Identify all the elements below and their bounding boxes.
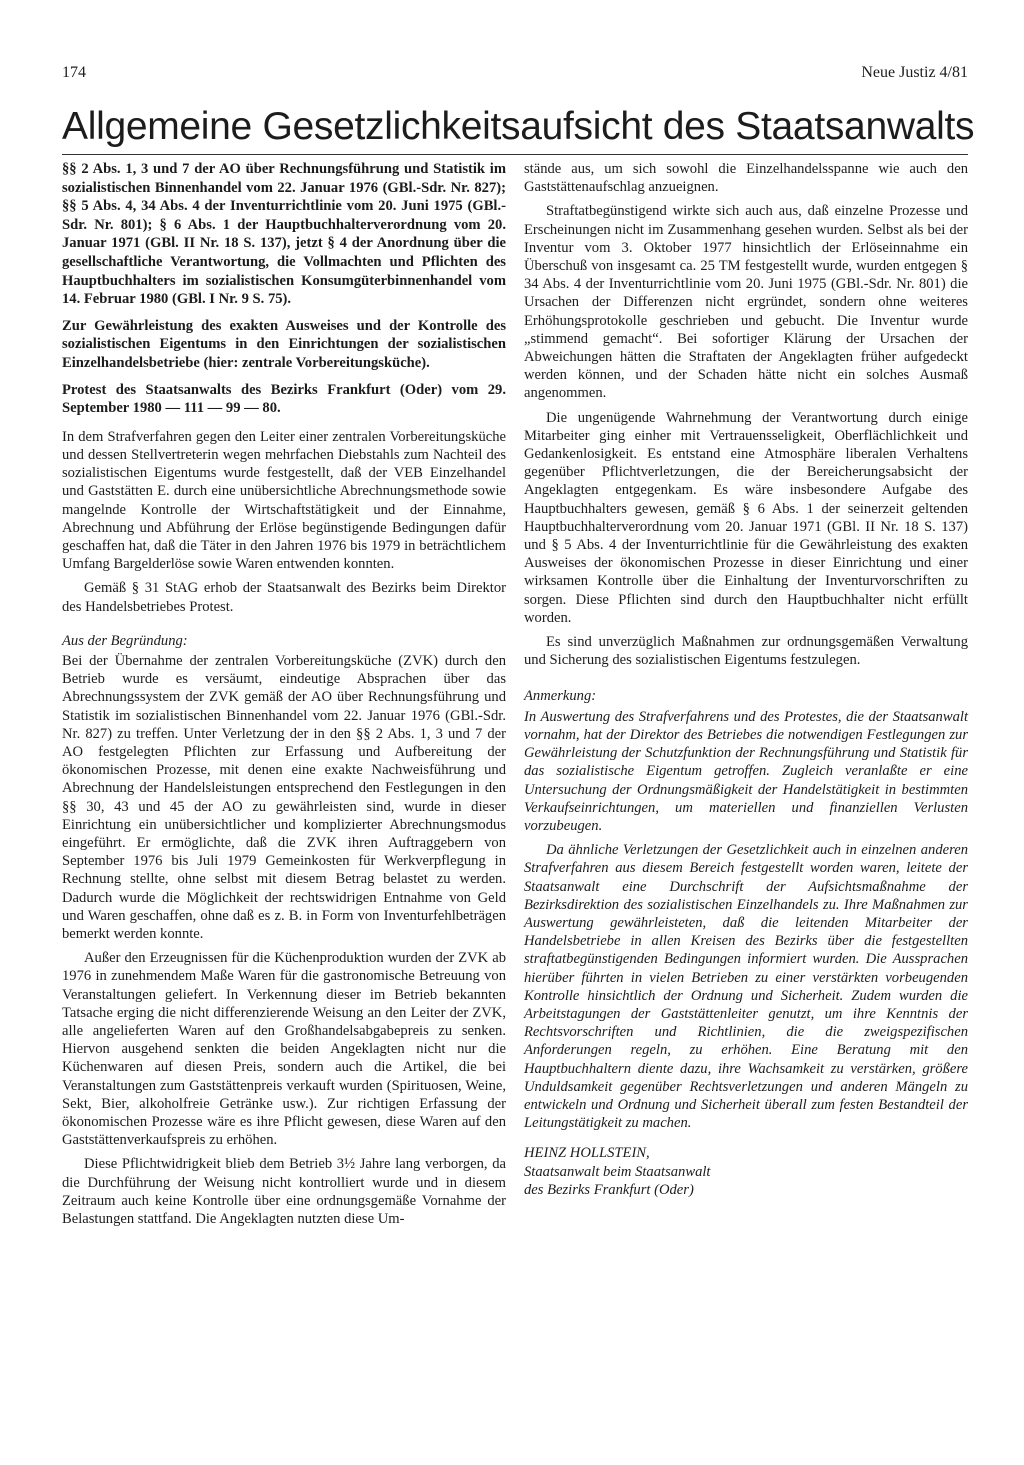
protest-reference: Protest des Staatsanwalts des Bezirks Frankfurt (Oder) vom 29. September 1980 — 111 — 99 — 80. [62,381,506,417]
running-head [62,64,968,86]
author-title: Staatsanwalt beim Staatsanwalt [524,1163,711,1180]
journal-issue: Neue Justiz 4/81 [861,64,968,81]
page-number: 174 [62,64,86,81]
title-rule [62,154,968,155]
paragraph: In dem Strafverfahren gegen den Leiter einer zentralen Vorbereitungsküche und dessen Stellvertreterin wegen mehrfachen Diebstahls zum Nachteil des sozialistischen Eigentums wurde festgestellt, daß der VEB Einzelhandel und Gaststätten E. durch eine unübersichtliche Abrechnungsmethode sowie mangelnde Kontrolle der Wirtschaftstätigkeit und der Einnahme, Abrechnung und Abführung der Erlöse begünstigende Bedingungen dafür geschaffen hat, daß die Täter in den Jahren 1976 bis 1979 in beträchtlichem Umfang Bargelderlöse sowie Waren entwenden konnten. [62,428,506,573]
paragraph: Straftatbegünstigend wirkte sich auch aus, daß einzelne Prozesse und Erscheinungen nicht im Zusammenhang gesehen wurden. Selbst als bei der Inventur vom 3. Oktober 1977 hinsichtlich der Erlöseinnahme ein Überschuß von insgesamt ca. 25 TM festgestellt wurde, wurden entgegen § 34 Abs. 4 der Inventurrichtlinie vom 20. Juni 1975 (GBl.-Sdr. Nr. 801) die Ursachen der Differenzen nicht ergründet, sondern ohne weiteres Erhöhungsprotokolle geschrieben und gebucht. Die Inventur wurde „stimmend gemacht“. Bei sofortiger Klärung der Ursachen der Abweichungen hätten die Straftaten der Angeklagten früher aufgedeckt werden können, und der Schaden hätte nicht ein solches Ausmaß angenommen. [524,203,968,402]
paragraph: Die ungenügende Wahrnehmung der Verantwortung durch einige Mitarbeiter ging einher mit Vertrauensseligkeit, Oberflächlichkeit und Gedankenlosigkeit. Es entstand eine Atmosphäre liberalen Verhaltens gegenüber Pflichtverletzungen, die der Bereicherungsabsicht der Angeklagten entgegenkam. Es wäre insbesondere Aufgabe des Hauptbuchhalters gewesen, gemäß § 6 Abs. 1 der seinerzeit geltenden Hauptbuchhalterverordnung vom 20. Januar 1971 (GBl. II Nr. 18 S. 137) und § 5 Abs. 4 der Inventurrichtlinie für die Gewährleistung des exakten Ausweises der ökonomischen Prozesse in dieser Einrichtung und einer wirksamen Kontrolle über die Einhaltung der Inventurvorschriften zu sorgen. Diese Pflichten sind durch den Hauptbuchhalter nicht erfüllt worden. [524,409,968,626]
right-column [524,160,968,1199]
paragraph: Bei der Übernahme der zentralen Vorbereitungsküche (ZVK) durch den Betrieb wurde es versäumt, eindeutige Absprachen über das Abrechnungssystem der ZVK gemäß der AO über Rechnungsführung und Statistik im sozialistischen Binnenhandel vom 22. Januar 1976 (GBl.-Sdr. Nr. 827) zu treffen. Unter Verletzung der in den §§ 2 Abs. 1, 3 und 7 der AO festgelegten Pflichten zur Erfassung und Aufbereitung der ökonomischen Prozesse, mit denen eine exakte Nachweisführung und Abrechnung der Handelsleistungen entsprechend den Festlegungen in den §§ 30, 43 und 45 der AO zu gewährleisten sind, wurde in dieser Einrichtung ein unübersichtlicher und komplizierter Abrechnungsmodus eingeführt. Er ermöglichte, daß die ZVK ihren Auftraggebern von September 1976 bis Juli 1979 Gemeinkosten für Werkverpflegung in Rechnung stellte, ohne selbst mit diesem Betrag belastet zu werden. Dadurch wurde die Möglichkeit der rechtswidrigen Entnahme von Geld und Waren geschaffen, ohne daß es z. B. in Form von Inventurfehlbeträgen bemerkt werden konnte. [62,652,506,942]
author-name: HEINZ HOLLSTEIN, [524,1145,650,1162]
legal-references: §§ 2 Abs. 1, 3 und 7 der AO über Rechnungsführung und Statistik im sozialistischen Binnenhandel vom 22. Januar 1976 (GBl.-Sdr. Nr. 827); §§ 5 Abs. 4, 34 Abs. 4 der Inventurrichtlinie vom 20. Juni 1975 (GBl.-Sdr. Nr. 801); § 6 Abs. 1 der Hauptbuchhalterverordnung vom 20. Januar 1971 (GBl. II Nr. 18 S. 137), jetzt § 4 der Anordnung über die gesellschaftliche Verantwortung, die Vollmachten und Pflichten des Hauptbuchhalters im sozialistischen Konsumgüterbinnenhandel vom 14. Februar 1980 (GBl. I Nr. 9 S. 75). [62,161,506,308]
note-heading: Anmerkung: [524,688,597,705]
author-office: des Bezirks Frankfurt (Oder) [524,1181,694,1198]
paragraph: Außer den Erzeugnissen für die Küchenproduktion wurden der ZVK ab 1976 in zunehmendem Maße Waren für die gastronomische Betreuung von Veranstaltungen geliefert. In Verkennung dieser im Betrieb bekannten Tatsache erging die nicht differenzierende Weisung an den Leiter der ZVK, alle angelieferten Waren auf den Großhandelsabgabepreis zu senken. Hiervon ausgehend senkten die beiden Angeklagten nicht nur die Küchenwaren auf diesen Preis, sondern auch die Artikel, die bei Veranstaltungen zum Gaststättenpreis verkauft wurden (Spirituosen, Weine, Sekt, Bier, alkoholfreie Getränke usw.). Zur richtigen Erfassung der ökonomischen Prozesse wäre es ihre Pflicht gewesen, diese Waren auf den Gaststättenverkaufspreis zu erhöhen. [62,950,506,1149]
note-paragraph: In Auswertung des Strafverfahrens und des Protestes, die der Staatsanwalt vornahm, hat der Direktor des Betriebes die notwendigen Festlegungen zur Gewährleistung der Schutzfunktion der Rechnungsführung und Statistik für das sozialistische Eigentum getroffen. Zugleich veranlaßte er eine Untersuchung der Ordnungsmäßigkeit der Handelstätigkeit in bestimmten Verkaufseinrichtungen, um materiellen und finanziellen Verlusten vorzubeugen. [524,708,968,834]
reasons-heading: Aus der Begründung: [62,632,188,649]
left-column [62,160,506,1234]
paragraph: Gemäß § 31 StAG erhob der Staatsanwalt des Bezirks beim Direktor des Handelsbetriebes Protest. [62,580,506,615]
signature-block [524,1144,968,1199]
paragraph: stände aus, um sich sowohl die Einzelhandelsspanne wie auch den Gaststättenaufschlag anzueignen. [524,161,968,196]
headnote: Zur Gewährleistung des exakten Ausweises und der Kontrolle des sozialistischen Eigentums in den Einrichtungen der sozialistischen Einzelhandelsbetriebe (hier: zentrale Vorbereitungsküche). [62,317,506,371]
section-title: Allgemeine Gesetzlichkeitsaufsicht des Staatsanwalts [62,105,975,148]
paragraph: Diese Pflichtwidrigkeit blieb dem Betrieb 3½ Jahre lang verborgen, da die Durchführung der Weisung nicht kontrolliert wurde und in diesem Zeitraum auch keine Kontrolle über eine ordnungsgemäße Vornahme der Belastungen stattfand. Die Angeklagten nutzten diese Um- [62,1156,506,1228]
paragraph: Es sind unverzüglich Maßnahmen zur ordnungsgemäßen Verwaltung und Sicherung des sozialistischen Eigentums festzulegen. [524,634,968,669]
note-paragraph: Da ähnliche Verletzungen der Gesetzlichkeit auch in einzelnen anderen Strafverfahren aus diesem Bereich festgestellt worden waren, leitete der Staatsanwalt eine Durchschrift der Aufsichtsmaßnahme der Bezirksdirektion des sozialistischen Einzelhandels zu. Ihre Maßnahmen zur Auswertung gewährleisteten, daß die leitenden Mitarbeiter der Handelsbetriebe in allen Kreisen des Bezirks über die festgestellten straftatbegünstigenden Bedingungen informiert wurden. Die Aussprachen hierüber führten in vielen Betrieben zu einer verstärkten vorbeugenden Kontrolle hinsichtlich der Ordnung und Sicherheit. Zudem wurden die Arbeitstagungen der Gaststättenleiter genutzt, um ihre Kenntnis der Rechtsvorschriften und Richtlinien, die die zweigspezifischen Anforderungen regeln, zu erhöhen. Eine Beratung mit den Hauptbuchhaltern diente dazu, ihre Wachsamkeit zu verstärken, größere Unduldsamkeit gegenüber Rechtsverletzungen und anderen Mängeln zu entwickeln und Ordnung und Sicherheit überall zum festen Bestandteil der Leitungstätigkeit zu machen. [524,842,968,1132]
